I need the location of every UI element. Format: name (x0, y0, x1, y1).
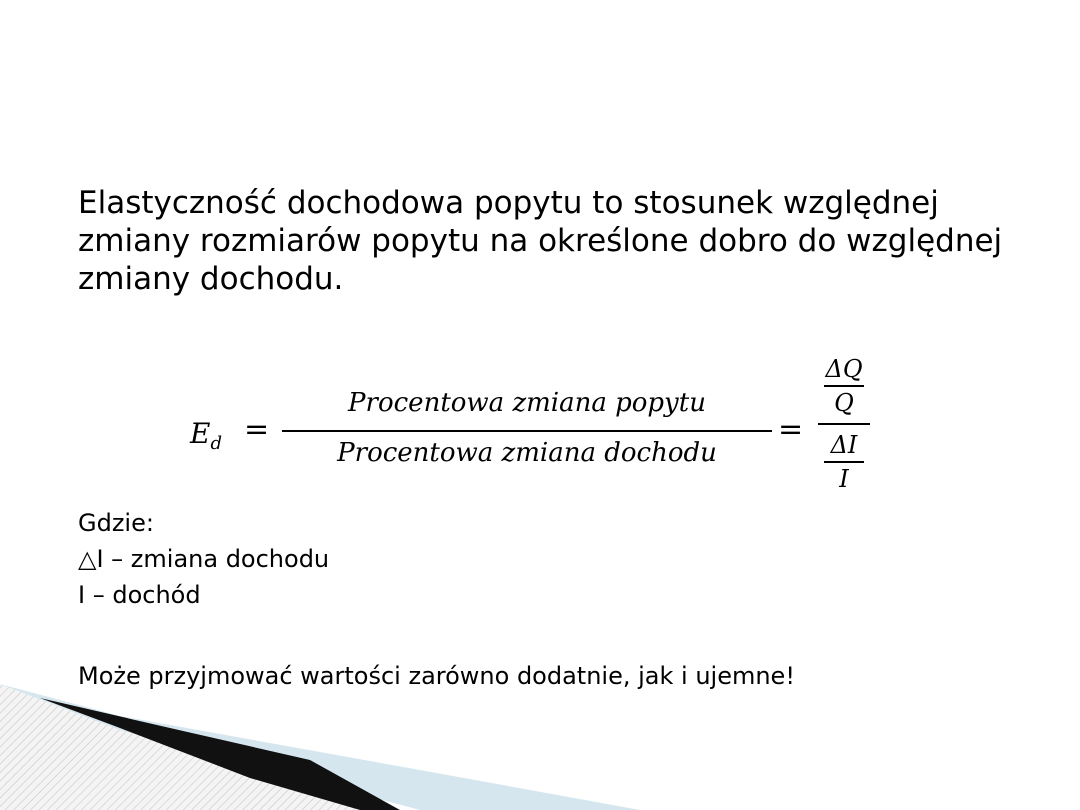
definition-text: Elastyczność dochodowa popytu to stosunek względnej zmiany rozmiarów popytu na określone dobro do względnej zmiany dochodu. (78, 185, 1003, 297)
formula-lhs-subscript: d (210, 433, 222, 454)
outer-bar (818, 423, 870, 425)
fraction-bar (282, 430, 772, 432)
fraction-numerator: Procentowa zmiana popytu (348, 388, 706, 418)
equals-sign-2: = (778, 412, 804, 447)
legend-item-income: I – dochód (78, 581, 201, 609)
q: Q (834, 389, 854, 417)
delta-q: ΔQ (825, 355, 863, 383)
legend (78, 505, 329, 613)
inner-bar-top (824, 385, 864, 387)
fraction-denominator: Procentowa zmiana dochodu (337, 438, 717, 468)
legend-heading: Gdzie: (78, 509, 154, 537)
delta-ratio-fraction (818, 354, 870, 494)
percentage-fraction (282, 388, 772, 468)
delta-i: ΔI (830, 431, 858, 459)
i: I (839, 465, 849, 493)
inner-bar-bottom (824, 461, 864, 463)
note-text: Może przyjmować wartości zarówno dodatnie, jak i ujemne! (78, 662, 795, 690)
formula-lhs: $E_d$ (190, 417, 222, 454)
legend-item-delta-income: △I – zmiana dochodu (78, 545, 330, 573)
elasticity-formula (190, 352, 910, 512)
equals-sign-1: = (244, 412, 270, 447)
